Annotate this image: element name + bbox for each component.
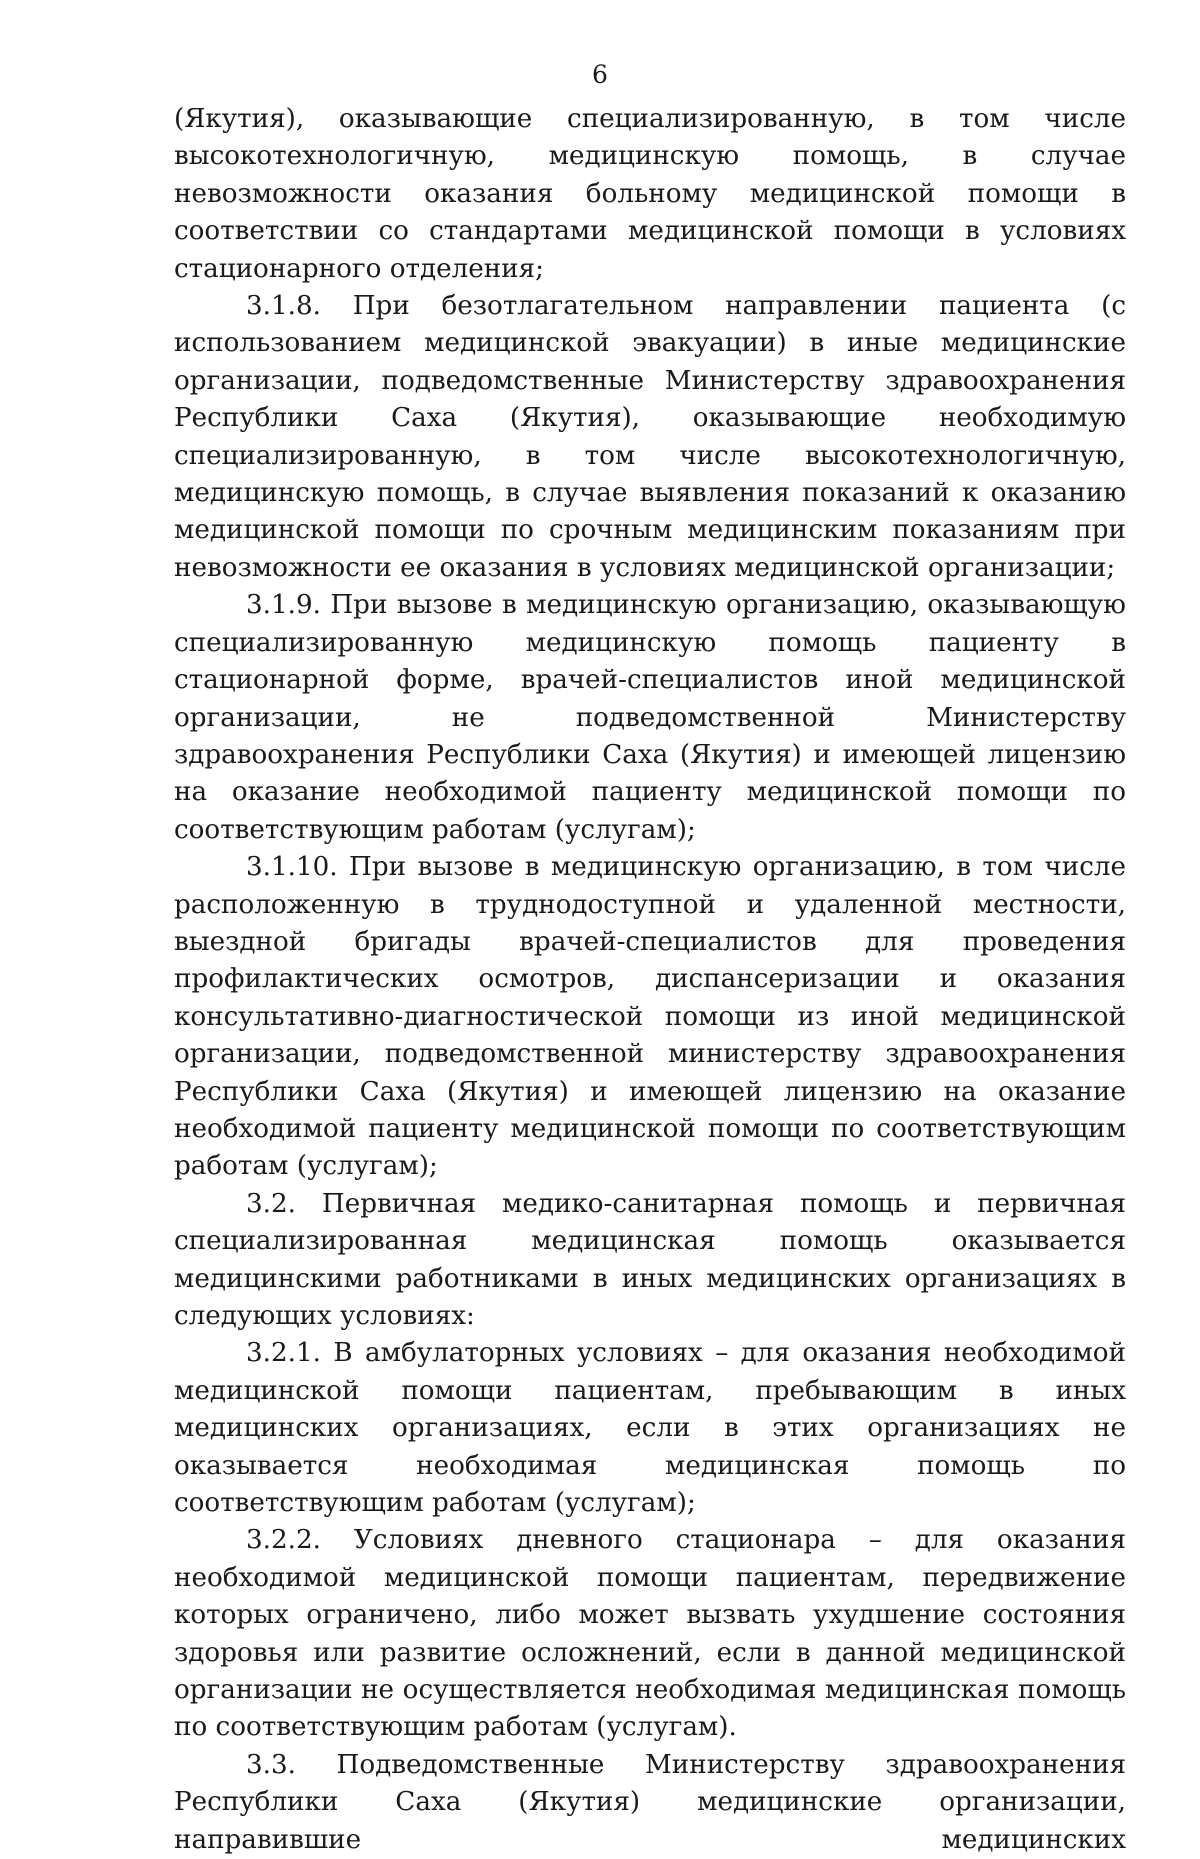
paragraph-text: При вызове в медицинскую организацию, в том числе расположенную в труднодоступной и удаленной местности, выездной бригады врачей-специалистов для проведения профилактических осмотров, диспансеризации и оказания консультативно-диагностической помощи из иной медицинской организации, подведомственной министерству здравоохранения Республики Саха (Якутия) и имеющей лицензию на оказание необходимой пациенту медицинской помощи по соответствующим работам (услугам); <box>174 852 1126 1182</box>
paragraph-number: 3.2.1. <box>246 1338 321 1369</box>
paragraph-text: В амбулаторных условиях – для оказания необходимой медицинской помощи пациентам, пребывающим в иных медицинских организациях, если в этих организациях не оказывается необходимая медицинская помощь по соответствующим работам (услугам); <box>174 1338 1126 1519</box>
paragraph-3-1-10 <box>174 849 1126 1186</box>
paragraph-number: 3.1.8. <box>246 291 321 322</box>
paragraph-text: Условиях дневного стационара – для оказания необходимой медицинской помощи пациентам, передвижение которых ограничено, либо может вызвать ухудшение состояния здоровья или развитие осложнений, если в данной медицинской организации не осуществляется необходимая медицинская помощь по соответствующим работам (услугам). <box>174 1525 1127 1743</box>
paragraph-text: (Якутия), оказывающие специализированную, в том числе высокотехнологичную, медицинскую помощь, в случае невозможности оказания больному медицинской помощи в соответствии со стандартами медицинской помощи в условиях стационарного отделения; <box>174 104 1126 284</box>
paragraph-3-3 <box>174 1747 1126 1859</box>
paragraph-3-1-9 <box>174 587 1126 849</box>
document-body <box>174 101 1126 1859</box>
paragraph-text: При вызове в медицинскую организацию, оказывающую специализированную медицинскую помощь пациенту в стационарной форме, врачей-специалистов иной медицинской организации, не подведомственной Министерству здравоохранения Республики Саха (Якутия) и имеющей лицензию на оказание необходимой пациенту медицинской помощи по соответствующим работам (услугам); <box>174 590 1126 845</box>
paragraph-number: 3.1.10. <box>246 852 338 883</box>
paragraph-continuation <box>174 101 1126 288</box>
paragraph-number: 3.3. <box>246 1749 296 1780</box>
paragraph-number: 3.1.9. <box>246 590 321 621</box>
paragraph-text: Первичная медико-санитарная помощь и первичная специализированная медицинская помощь оказывается медицинскими работниками в иных медицинских организациях в следующих условиях: <box>174 1188 1126 1331</box>
paragraph-3-2-2 <box>174 1522 1126 1746</box>
page-number: 6 <box>592 60 608 89</box>
paragraph-number: 3.2.2. <box>246 1525 321 1556</box>
paragraph-3-2-1 <box>174 1335 1126 1522</box>
paragraph-text: Подведомственные Министерству здравоохранения Республики Саха (Якутия) медицинские организации, направившие медицинских <box>174 1749 1126 1855</box>
paragraph-3-1-8 <box>174 288 1126 587</box>
paragraph-3-2 <box>174 1186 1126 1336</box>
paragraph-text: При безотлагательном направлении пациента (с использованием медицинской эвакуации) в иные медицинские организации, подведомственные Министерству здравоохранения Республики Саха (Якутия), оказывающие необходимую специализированную, в том числе высокотехнологичную, медицинскую помощь, в случае выявления показаний к оказанию медицинской помощи по срочным медицинским показаниям при невозможности ее оказания в условиях медицинской организации; <box>174 291 1127 583</box>
paragraph-number: 3.2. <box>246 1188 296 1219</box>
